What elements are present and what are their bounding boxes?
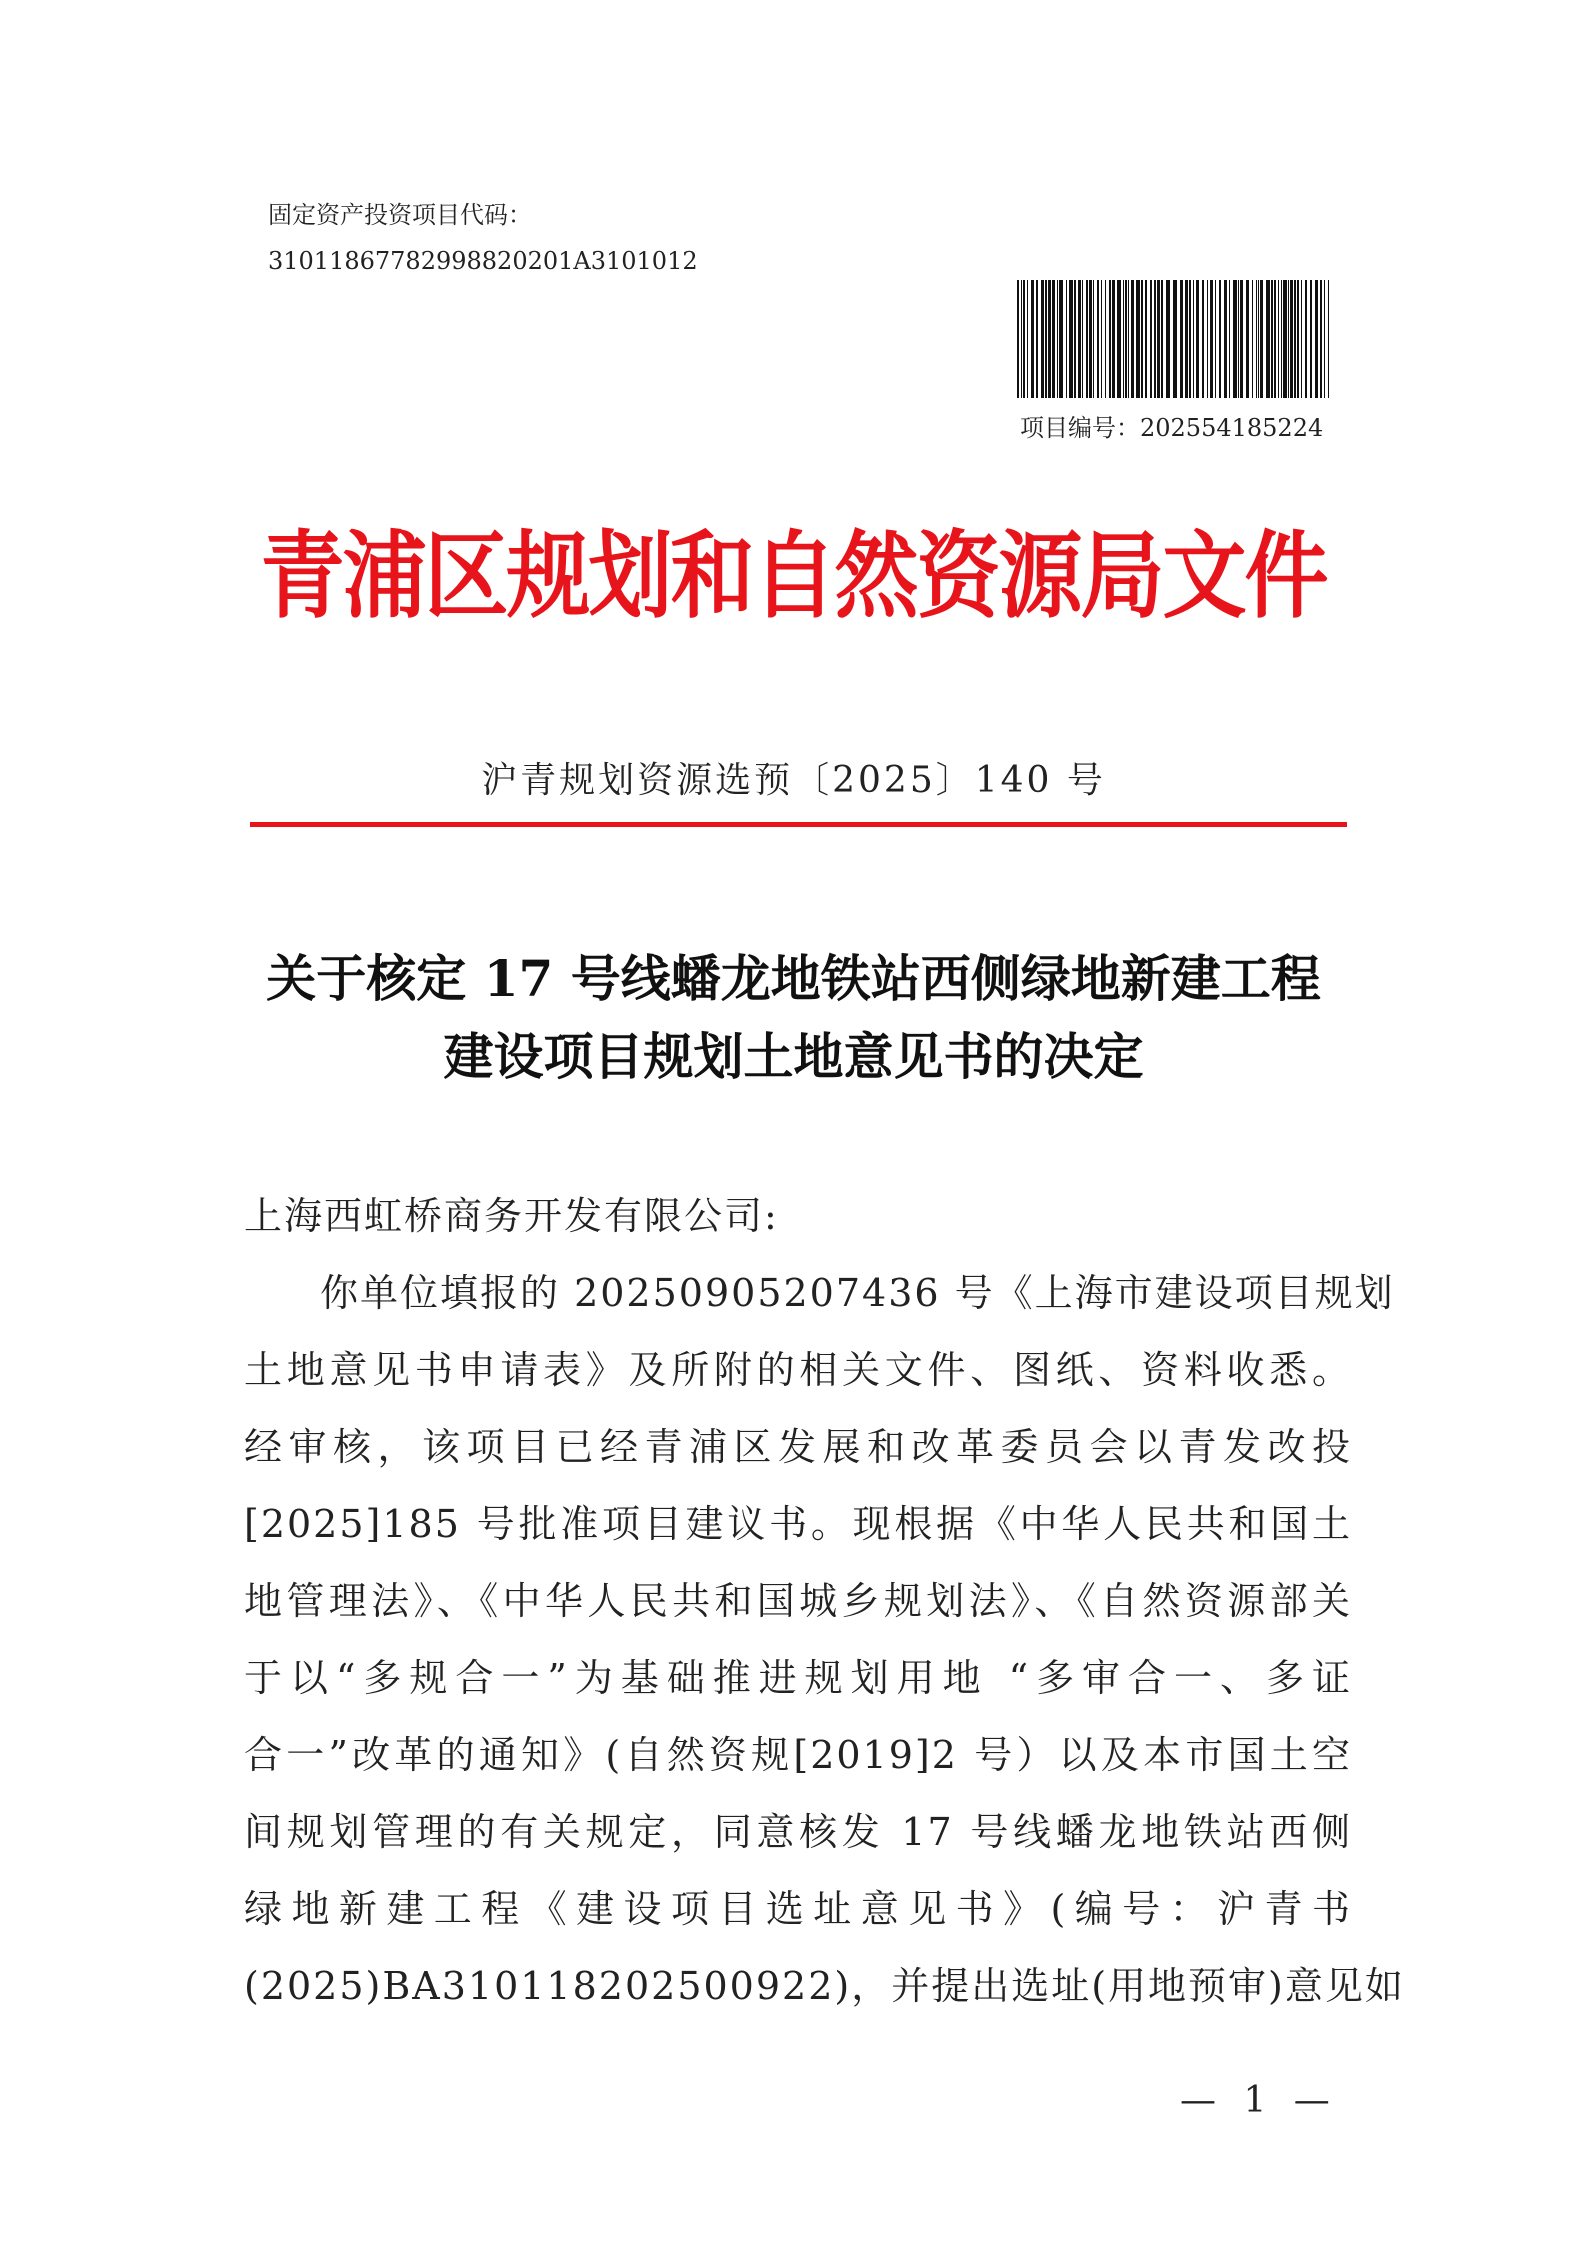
barcode-bar: [1252, 280, 1253, 398]
barcode-bar: [1238, 280, 1239, 398]
barcode-bar: [1066, 280, 1067, 398]
barcode-bar: [1256, 280, 1257, 398]
barcode-bar: [1074, 280, 1076, 398]
salutation: 上海西虹桥商务开发有限公司:: [244, 1194, 779, 1238]
investment-code-block: [268, 192, 698, 284]
barcode-bar: [1281, 280, 1282, 398]
barcode-bar: [1027, 280, 1028, 398]
body-line: 土地意见书申请表》及所附的相关文件、图纸、资料收悉。: [244, 1348, 1352, 1392]
barcode-bar: [1036, 280, 1038, 398]
barcode-bar: [1052, 280, 1055, 398]
body-line: 你单位填报的 20250905207436 号《上海市建设项目规划: [320, 1271, 1395, 1315]
barcode-bar: [1215, 280, 1216, 398]
body-line: 于以“多规合一”为基础推进规划用地 “多审合一、多证: [244, 1656, 1352, 1700]
barcode-bar: [1185, 280, 1188, 398]
barcode-bar: [1173, 280, 1177, 398]
barcode-bar: [1240, 280, 1243, 398]
barcode-bar: [1086, 280, 1088, 398]
barcode-bar: [1189, 280, 1191, 398]
barcode-bar: [1021, 280, 1022, 398]
barcode-bar: [1109, 280, 1111, 398]
barcode-bar: [1125, 280, 1127, 398]
barcode-bar: [1210, 280, 1213, 398]
barcode-bar: [1202, 280, 1204, 398]
barcode-bar: [1328, 280, 1329, 398]
barcode-bar: [1258, 280, 1259, 398]
body-line: (2025)BA310118202500922)，并提出选址(用地预审)意见如: [244, 1964, 1405, 2008]
investment-code-value: 31011867782998820201A3101012: [268, 247, 698, 275]
barcode-bar: [1097, 280, 1099, 398]
barcode-bar: [1180, 280, 1183, 398]
barcode-bar: [1193, 280, 1194, 398]
barcode-bar: [1324, 280, 1325, 398]
barcode-bar: [1161, 280, 1163, 398]
barcode-bar: [1131, 280, 1134, 398]
barcode-bar: [1045, 280, 1047, 398]
barcode-bar: [1196, 280, 1199, 398]
barcode-bar: [1041, 280, 1044, 398]
barcode-bar: [1017, 280, 1019, 398]
barcode-bar: [1105, 280, 1106, 398]
title-line-2: 建设项目规划土地意见书的决定: [443, 1027, 1144, 1086]
barcode-bar: [1117, 280, 1121, 398]
barcode-bar: [1154, 280, 1156, 398]
barcode-bar: [1260, 280, 1263, 398]
barcode-bar: [1057, 280, 1058, 398]
red-separator-line: [250, 822, 1347, 827]
barcode-bar: [1157, 280, 1160, 398]
barcode-bar: [1089, 280, 1092, 398]
barcode-bar: [1229, 280, 1230, 398]
barcode-bar: [1150, 280, 1152, 398]
project-number: 项目编号：202554185224: [1020, 414, 1324, 442]
barcode-bar: [1023, 280, 1025, 398]
barcode-bar: [1297, 280, 1299, 398]
barcode-bar: [1166, 280, 1170, 398]
barcode-bar: [1233, 280, 1237, 398]
barcode-bar: [1141, 280, 1143, 398]
body-line: 绿地新建工程《建设项目选址意见书》(编号：沪青书: [244, 1887, 1352, 1931]
barcode-bar: [1112, 280, 1115, 398]
investment-code-label: 固定资产投资项目代码：: [268, 201, 532, 229]
page-number: — 1 —: [1180, 2080, 1338, 2121]
barcode-bar: [1128, 280, 1129, 398]
barcode-bar: [1078, 280, 1081, 398]
barcode-bar: [1271, 280, 1273, 398]
barcode-icon: [1017, 280, 1330, 398]
barcode-bar: [1069, 280, 1073, 398]
body-line: 经审核，该项目已经青浦区发展和改革委员会以青发改投: [244, 1425, 1352, 1469]
body-line: 地管理法》、《中华人民共和国城乡规划法》、《自然资源部关: [244, 1579, 1352, 1623]
barcode-bar: [1266, 280, 1270, 398]
document-body: [244, 1178, 1405, 2025]
body-line: [2025]185 号批准项目建议书。现根据《中华人民共和国土: [244, 1502, 1352, 1546]
barcode-bar: [1207, 280, 1208, 398]
barcode-bar: [1219, 280, 1221, 398]
barcode-bar: [1246, 280, 1249, 398]
document-number: 沪青规划资源选预〔2025〕140 号: [481, 760, 1106, 801]
barcode-bar: [1320, 280, 1322, 398]
body-line: 合一”改革的通知》(自然资规[2019]2 号）以及本市国土空: [244, 1733, 1352, 1777]
barcode-bar: [1048, 280, 1051, 398]
barcode-bar: [1305, 280, 1307, 398]
barcode-bar: [1274, 280, 1276, 398]
barcode-bar: [1059, 280, 1063, 398]
barcode-bar: [1136, 280, 1140, 398]
document-title: [240, 940, 1347, 1096]
barcode-bar: [1310, 280, 1312, 398]
body-line: 间规划管理的有关规定，同意核发 17 号线蟠龙地铁站西侧: [244, 1810, 1352, 1854]
barcode-bar: [1294, 280, 1296, 398]
title-line-1: 关于核定 17 号线蟠龙地铁站西侧绿地新建工程: [266, 949, 1321, 1008]
barcode-bar: [1031, 280, 1034, 398]
barcode-bar: [1082, 280, 1083, 398]
barcode-bar: [1093, 280, 1094, 398]
barcode-bar: [1145, 280, 1147, 398]
barcode-bar: [1283, 280, 1287, 398]
barcode-bar: [1224, 280, 1227, 398]
barcode-bar: [1290, 280, 1293, 398]
barcode-bar: [1288, 280, 1289, 398]
agency-title: 青浦区规划和自然资源局文件: [260, 520, 1327, 631]
barcode-bar: [1123, 280, 1124, 398]
barcode-bar: [1101, 280, 1102, 398]
barcode-bar: [1301, 280, 1302, 398]
barcode-bar: [1315, 280, 1318, 398]
barcode-bar: [1278, 280, 1279, 398]
